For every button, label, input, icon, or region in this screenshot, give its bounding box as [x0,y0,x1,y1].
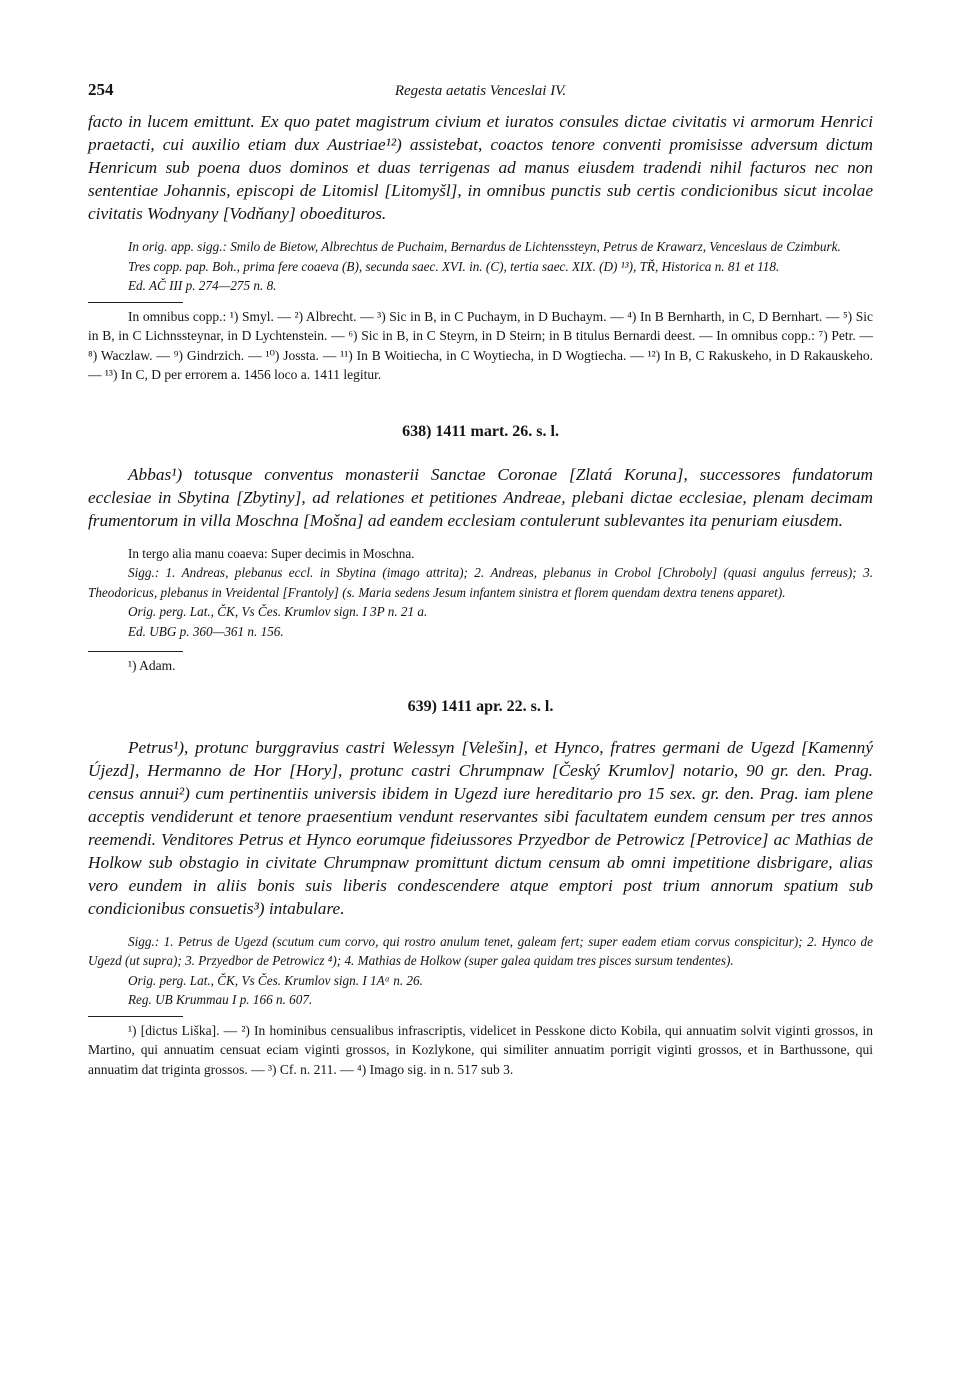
apparatus-note: Sigg.: 1. Petrus de Ugezd (scutum cum corvo, qui rostro anulum tenet, galeam fert; super eadem etiam corvus conspicitur); 2. Hynco de Ugezd (ut supra); 3. Przyedbor de Petrowicz ⁴); 4. Mathias de Holkow (super galea quidam tres pisces sursum tendentes). [88,933,873,968]
apparatus-note: Ed. AČ III p. 274—275 n. 8. [128,278,277,293]
apparatus-note: Orig. perg. Lat., ČK, Vs Čes. Krumlov sign. I 3P n. 21 a. [128,604,428,619]
running-title: Regesta aetatis Venceslai IV. [394,83,567,99]
footnote-rule [88,651,183,652]
entry-639-regest: Petrus¹), protunc burggravius castri Welessyn [Velešin], et Hynco, fratres germani de Ugezd [Kamenný Újezd], Hermanno de Hor [Hory], protunc castri Chrumpnaw [Český Krumlov] notario, 90 gr. den. Prag. census annui²) cum pertinentiis universis ibidem in Ugezd iure hereditario pro 15 sex. gr. den. Prag. iam plene acceptis vendiderunt et tenore praesentium vendunt reservantes sibi facultatem eundem censum per tres annos reemendi. Venditores Petrus et Hynco eorumque fideiussores Przyedbor de Petrowicz [Petrovice] ac Mathias de Holkow sub obstagio in civitate Chrumpnaw promittunt dictum censum ab omni impetitione disbrigare, alias vero eundem in aliis bonis suis liberis condescendere atque emptori post trium annorum spatium sub condicionibus consuetis³) intabulare. [88,737,873,918]
page-header [88,80,873,110]
continued-apparatus [88,237,873,296]
entry-638-heading: 638) 1411 mart. 26. s. l. [402,422,559,440]
apparatus-note: In tergo alia manu coaeva: Super decimis in Moschna. [128,545,415,561]
entry-638-regest: Abbas¹) totusque conventus monasterii Sanctae Coronae [Zlatá Koruna], successores fundatorum ecclesiae in Sbytina [Zbytiny], ad relationes et petitiones Andreae, plebani dictae ecclesiae, plenam decimam frumentorum in villa Moschna [Mošna] ad eandem ecclesiam contulerunt sublevantes ita penuriam eiusdem. [88,464,873,530]
entry-639-apparatus [88,932,873,1010]
footnote-rule [88,302,183,303]
entry-638-footnote: ¹) Adam. [128,658,176,673]
continued-regest-text: facto in lucem emittunt. Ex quo patet magistrum civium et iuratos consules dictae civitatis vi armorum Henrici praetacti, cui auxilio etiam dux Austriae¹²) assistebat, coactos tenore conventi promisisse adversum dictum Henricum sub poena duos dominos et duas terrigenas ad manus eiusdem tradendi nihil facturos nec non sententiae Johannis, episcopi de Litomisl [Litomyšl], in omnibus punctis sub certis condicionibus sicut incolae civitatis Wodnyany [Vodňany] oboedituros. [88,112,873,223]
apparatus-note: Reg. UB Krummau I p. 166 n. 607. [128,992,313,1007]
apparatus-note: Tres copp. pap. Boh., prima fere coaeva (B), secunda saec. XVI. in. (C), tertia saec. XIX. (D) ¹³), TŘ, Historica n. 81 et 118. [128,258,780,274]
apparatus-note: Ed. UBG p. 360—361 n. 156. [128,623,284,639]
entry-638-apparatus [88,544,873,642]
entry-639-heading: 639) 1411 apr. 22. s. l. [407,697,554,715]
apparatus-note: Sigg.: 1. Andreas, plebanus eccl. in Sbytina (imago attrita); 2. Andreas, plebanus in Crobol [Chroboly] (quasi angulus ferreus); 3. Theodoricus, plebanus in Vreidental [Frantoly] (s. Maria sedens Jesum infantem sinistra et florem quendam dextra tenens apparet). [88,565,873,600]
apparatus-note: In orig. app. sigg.: Smilo de Bietow, Albrechtus de Puchaim, Bernardus de Lichtenssteyn, Petrus de Krawarz, Venceslaus de Czimburk. [128,239,841,254]
continued-footnotes: In omnibus copp.: ¹) Smyl. — ²) Albrecht. — ³) Sic in B, in C Puchaym, in D Buchaym. — ⁴) In B Bernharth, in C, D Bernhart. — ⁵) Sic in B, in C Lichnssteynar, in D Lychtenstein. — ⁶) Sic in B, in C Steyrn, in D Steirn; in B titulus Bernardi deest. — In omnibus copp.: ⁷) Petr. — ⁸) Waczlaw. — ⁹) Gindrzich. — ¹⁰) Jossta. — ¹¹) In B Woitiecha, in C Woytiecha, in D Wogtiecha. — ¹²) In B, C Rakuskeho, in D Rakauskeho. — ¹³) In C, D per errorem a. 1456 loco a. 1411 legitur. [88,308,873,382]
page-number: 254 [88,80,114,99]
footnote-rule [88,1016,183,1017]
apparatus-note: Orig. perg. Lat., ČK, Vs Čes. Krumlov sign. I 1Aᵅ n. 26. [128,972,423,988]
entry-639-footnotes: ¹) [dictus Liška]. — ²) In hominibus censualibus infrascriptis, videlicet in Pesskone dicto Kobila, qui annuatim solvit viginti grossos, in Martino, qui annuatim censuat eciam viginti grossos, in Kozlykone, qui similiter annuatim porrigit viginti grossos, et in Barthussone, qui annuatim dat triginta grossos. — ³) Cf. n. 211. — ⁴) Imago sig. in n. 517 sub 3. [88,1022,873,1077]
page [88,80,873,1079]
